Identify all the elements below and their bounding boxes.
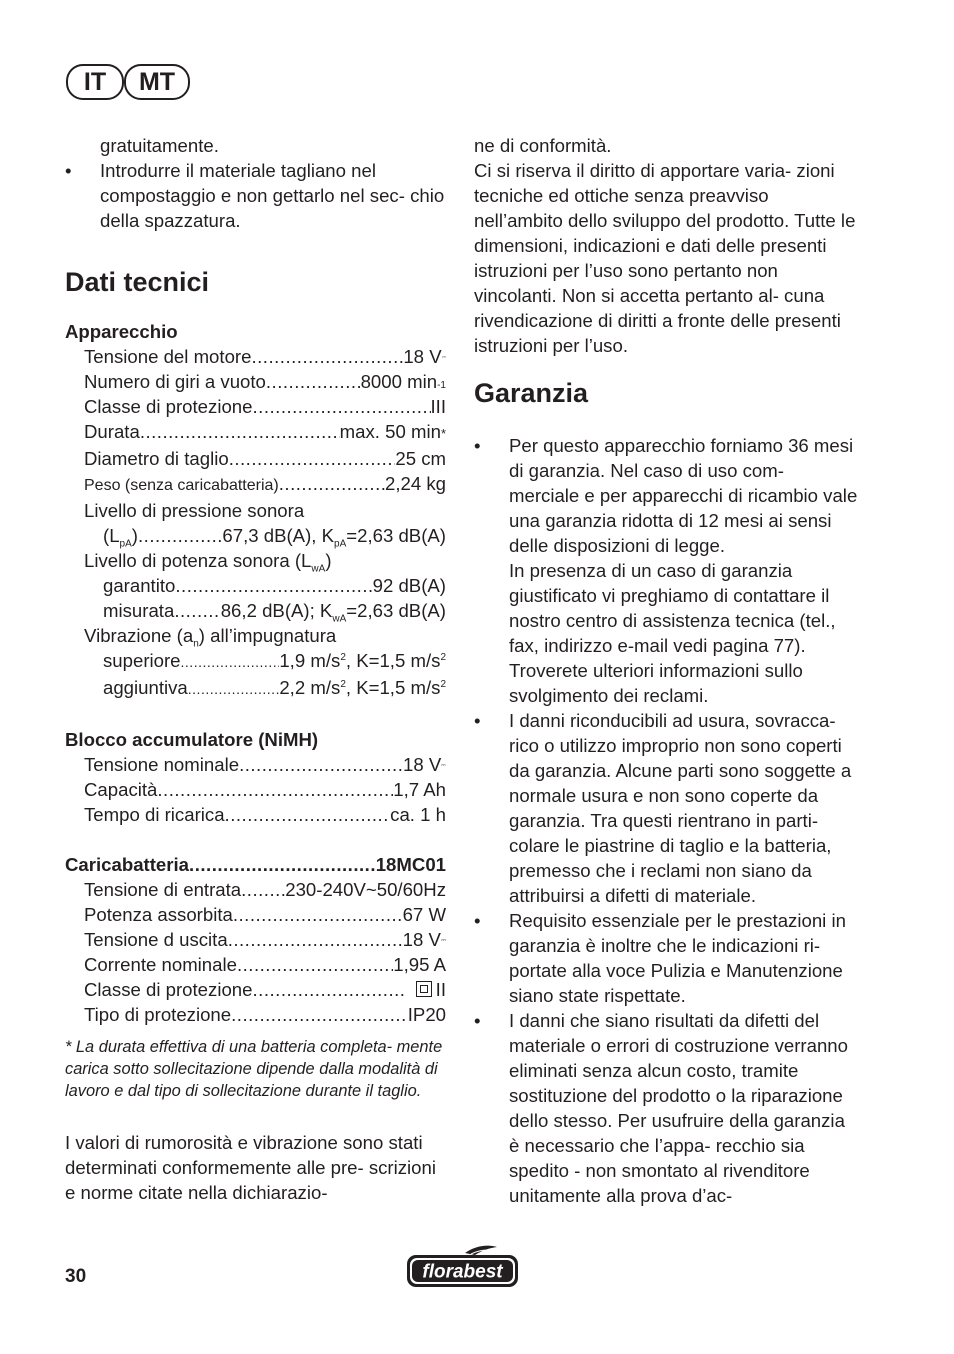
spec-label: Durata: [84, 421, 140, 442]
spec-label: superiore: [103, 650, 181, 671]
bullet-dot: •: [65, 160, 72, 181]
spec-label: garantito: [103, 575, 176, 596]
spec-value: 67 W: [402, 904, 446, 925]
list-item: [474, 433, 858, 708]
spec-value: 86,2 dB(A); $K_{wA}=2,63$ dB(A): [220, 600, 446, 625]
spec-row-battery-voltage: [65, 752, 446, 777]
dc-symbol-icon: [442, 351, 446, 363]
spec-label: Diametro di taglio: [84, 448, 229, 469]
list-item: [474, 1008, 858, 1208]
bullet-followup: In presenza di un caso di garanzia giustificato vi preghiamo di contattare il nostro centro di assistenza tecnica (tel., fax, indirizzo e-mail vedi pagina 77). Troverete ulteriori informazioni sullo svolgimento dei reclami.: [509, 560, 836, 706]
spec-label: Corrente nominale: [84, 954, 237, 975]
spec-row-motor-voltage: [65, 344, 446, 369]
page-number: 30: [65, 1266, 87, 1287]
spec-row-output-voltage: [65, 927, 446, 952]
continuation-line: ne di conformità.: [474, 135, 612, 156]
spec-value: 2,24 kg: [385, 473, 446, 494]
spec-label: aggiuntiva: [103, 677, 188, 698]
spec-label: Numero di giri a vuoto: [84, 371, 266, 392]
dc-symbol-icon: [441, 934, 446, 946]
lang-badge-mt: MT: [124, 64, 190, 100]
bullet-text: I danni riconducibili ad usura, sovracca- rico o utilizzo improprio non sono coperti da garanzia. Alcune parti sono soggette a normale usura e non sono coperte da garanzia. Tra questi rientrano in parti- colare le piastrine di taglio e la batteria, premesso che i reclami non siano da attribuirsi a difetti di materiale.: [509, 710, 852, 906]
spec-row-power: [65, 902, 446, 927]
spec-label: Tensione di entrata: [84, 879, 242, 900]
spec-value: 92 dB(A): [372, 575, 446, 596]
spec-value: 1,7 Ah: [393, 779, 446, 800]
section-title-dati-tecnici: Dati tecnici: [65, 267, 210, 297]
list-item: [474, 908, 858, 1008]
bullet-dot: •: [474, 910, 481, 931]
footnote: * La durata effettiva di una batteria completa- mente carica sotto sollecitazione dipende dalla modalità di lavoro e dal tipo di sollecitazione durante il taglio.: [65, 1038, 443, 1100]
spec-label: Classe di protezione: [84, 396, 253, 417]
spec-row-cut-diameter: [65, 446, 446, 471]
class-ii-double-insulation-icon: [416, 981, 432, 997]
list-item: [65, 158, 446, 233]
spec-row-nominal-current: [65, 952, 446, 977]
florabest-logo: [405, 1244, 520, 1290]
bullet-text: I danni che siano risultati da difetti del materiale o errori di costruzione verranno eliminati senza alcun costo, tramite sostituzione del prodotto o la riparazione dello stesso. Per usufruire della garanzia è necessario che l’appa- recchio sia spedito - non smontato al rivenditore unitamente alla prova d’ac-: [509, 1010, 848, 1206]
subsection-title-charger: [65, 852, 446, 877]
spec-value: 8000 min: [360, 371, 438, 392]
spec-value: III: [430, 396, 446, 417]
spec-label-sound-power: Livello di potenza sonora $(L_{wA})$: [84, 550, 332, 575]
spec-label: Caricabatteria: [65, 854, 190, 875]
subsection-title-battery: Blocco accumulatore (NiMH): [65, 729, 319, 750]
spec-row-duration: [65, 419, 446, 446]
spec-value: 67,3 dB(A), $K_{pA}=2,63$ dB(A): [222, 525, 446, 550]
spec-value: ca. 1 h: [390, 804, 446, 825]
spec-value: 18 V: [403, 754, 442, 775]
spec-row-sound-power-measured: [65, 598, 446, 623]
svg-text:florabest: florabest: [422, 1261, 503, 1283]
spec-label: Peso (senza caricabatteria): [84, 477, 279, 494]
footnote-star: *: [440, 426, 446, 441]
spec-value: 18 V: [403, 346, 442, 367]
spec-label: Potenza assorbita: [84, 904, 233, 925]
section-title-garanzia: Garanzia: [474, 378, 589, 408]
spec-row-vibration-upper: [65, 648, 446, 675]
spec-value: 230-240V~50/60Hz: [285, 879, 446, 900]
list-item: [474, 708, 858, 908]
spec-value: 1,9 $m/s^2$, K=1,5 $m/s^2$: [279, 650, 446, 671]
spec-row-input-voltage: [65, 877, 446, 902]
dc-symbol-icon: [441, 759, 446, 771]
spec-row-charge-time: [65, 802, 446, 827]
spec-label: misurata: [103, 600, 175, 621]
spec-row-weight: [65, 471, 446, 498]
spec-value: 18MC01: [375, 854, 446, 875]
spec-value: 1,95 A: [393, 954, 446, 975]
bullet-dot: •: [474, 1010, 481, 1031]
spec-label: Capacità: [84, 779, 158, 800]
spec-row-protection-type: [65, 1002, 446, 1027]
lang-badge-it: IT: [66, 64, 124, 100]
bullet-dot: •: [474, 710, 481, 731]
intro-line: gratuitamente.: [100, 135, 219, 156]
spec-label-sound-pressure: Livello di pressione sonora: [84, 500, 305, 521]
spec-value: max. 50 min: [339, 421, 441, 442]
left-column: [65, 133, 446, 1205]
spec-value: II: [405, 977, 446, 1002]
spec-value: 2,2 $m/s^2$, K=1,5 $m/s^2$: [279, 677, 446, 698]
spec-label: Tensione d uscita: [84, 929, 228, 950]
spec-row-vibration-additional: [65, 675, 446, 702]
spec-label: $(L_{pA})$: [103, 525, 138, 550]
right-column: [474, 133, 858, 1208]
spec-row-charger-protection-class: [65, 977, 446, 1002]
spec-row-protection-class: [65, 394, 446, 419]
subsection-title-apparecchio: Apparecchio: [65, 321, 178, 342]
disclaimer-paragraph: Ci si riserva il diritto di apportare varia- zioni tecniche ed ottiche senza preavviso nell’ambito dello sviluppo del prodotto. Tutte le dimensioni, indicazioni e dati delle presenti istruzioni per l’uso sono pertanto non vincolanti. Non si accetta pertanto al- cuna rivendicazione di diritti a fronte delle presenti istruzioni per l’uso.: [474, 160, 856, 356]
bullet-text: Requisito essenziale per le prestazioni in garanzia è inoltre che le indicazioni ri- portate alla voce Pulizia e Manutenzione siano state rispettate.: [509, 910, 846, 1006]
spec-row-sound-pressure: [65, 523, 446, 548]
spec-value: 18 V: [402, 929, 441, 950]
spec-label-vibration: Vibrazione $(a_n)$ all’impugnatura: [84, 625, 337, 650]
spec-label: Tensione nominale: [84, 754, 240, 775]
spec-label: Tempo di ricarica: [84, 804, 225, 825]
spec-value: 25 cm: [395, 448, 446, 469]
spec-label: Classe di protezione: [84, 979, 253, 1000]
bullet-dot: •: [474, 435, 481, 456]
spec-row-sound-power-guaranteed: [65, 573, 446, 598]
spec-label: Tipo di protezione: [84, 1004, 232, 1025]
spec-row-battery-capacity: [65, 777, 446, 802]
spec-row-speed: Numero di giri a vuoto ..... 8000 min -1: [65, 369, 446, 394]
bullet-text: Per questo apparecchio forniamo 36 mesi di garanzia. Nel caso di uso com- merciale e per apparecchi di ricambio vale una garanzia ridotta di 12 mesi ai sensi delle disposizioni di legge.: [509, 435, 858, 556]
spec-value: IP20: [407, 1004, 446, 1025]
bullet-text: Introdurre il materiale tagliano nel compostaggio e non gettarlo nel sec- chio della spazzatura.: [100, 160, 445, 231]
spec-label: Tensione del motore: [84, 346, 252, 367]
closing-paragraph: I valori di rumorosità e vibrazione sono stati determinati conformemente alle pre- scrizioni e norme citate nella dichiarazio-: [65, 1132, 436, 1203]
